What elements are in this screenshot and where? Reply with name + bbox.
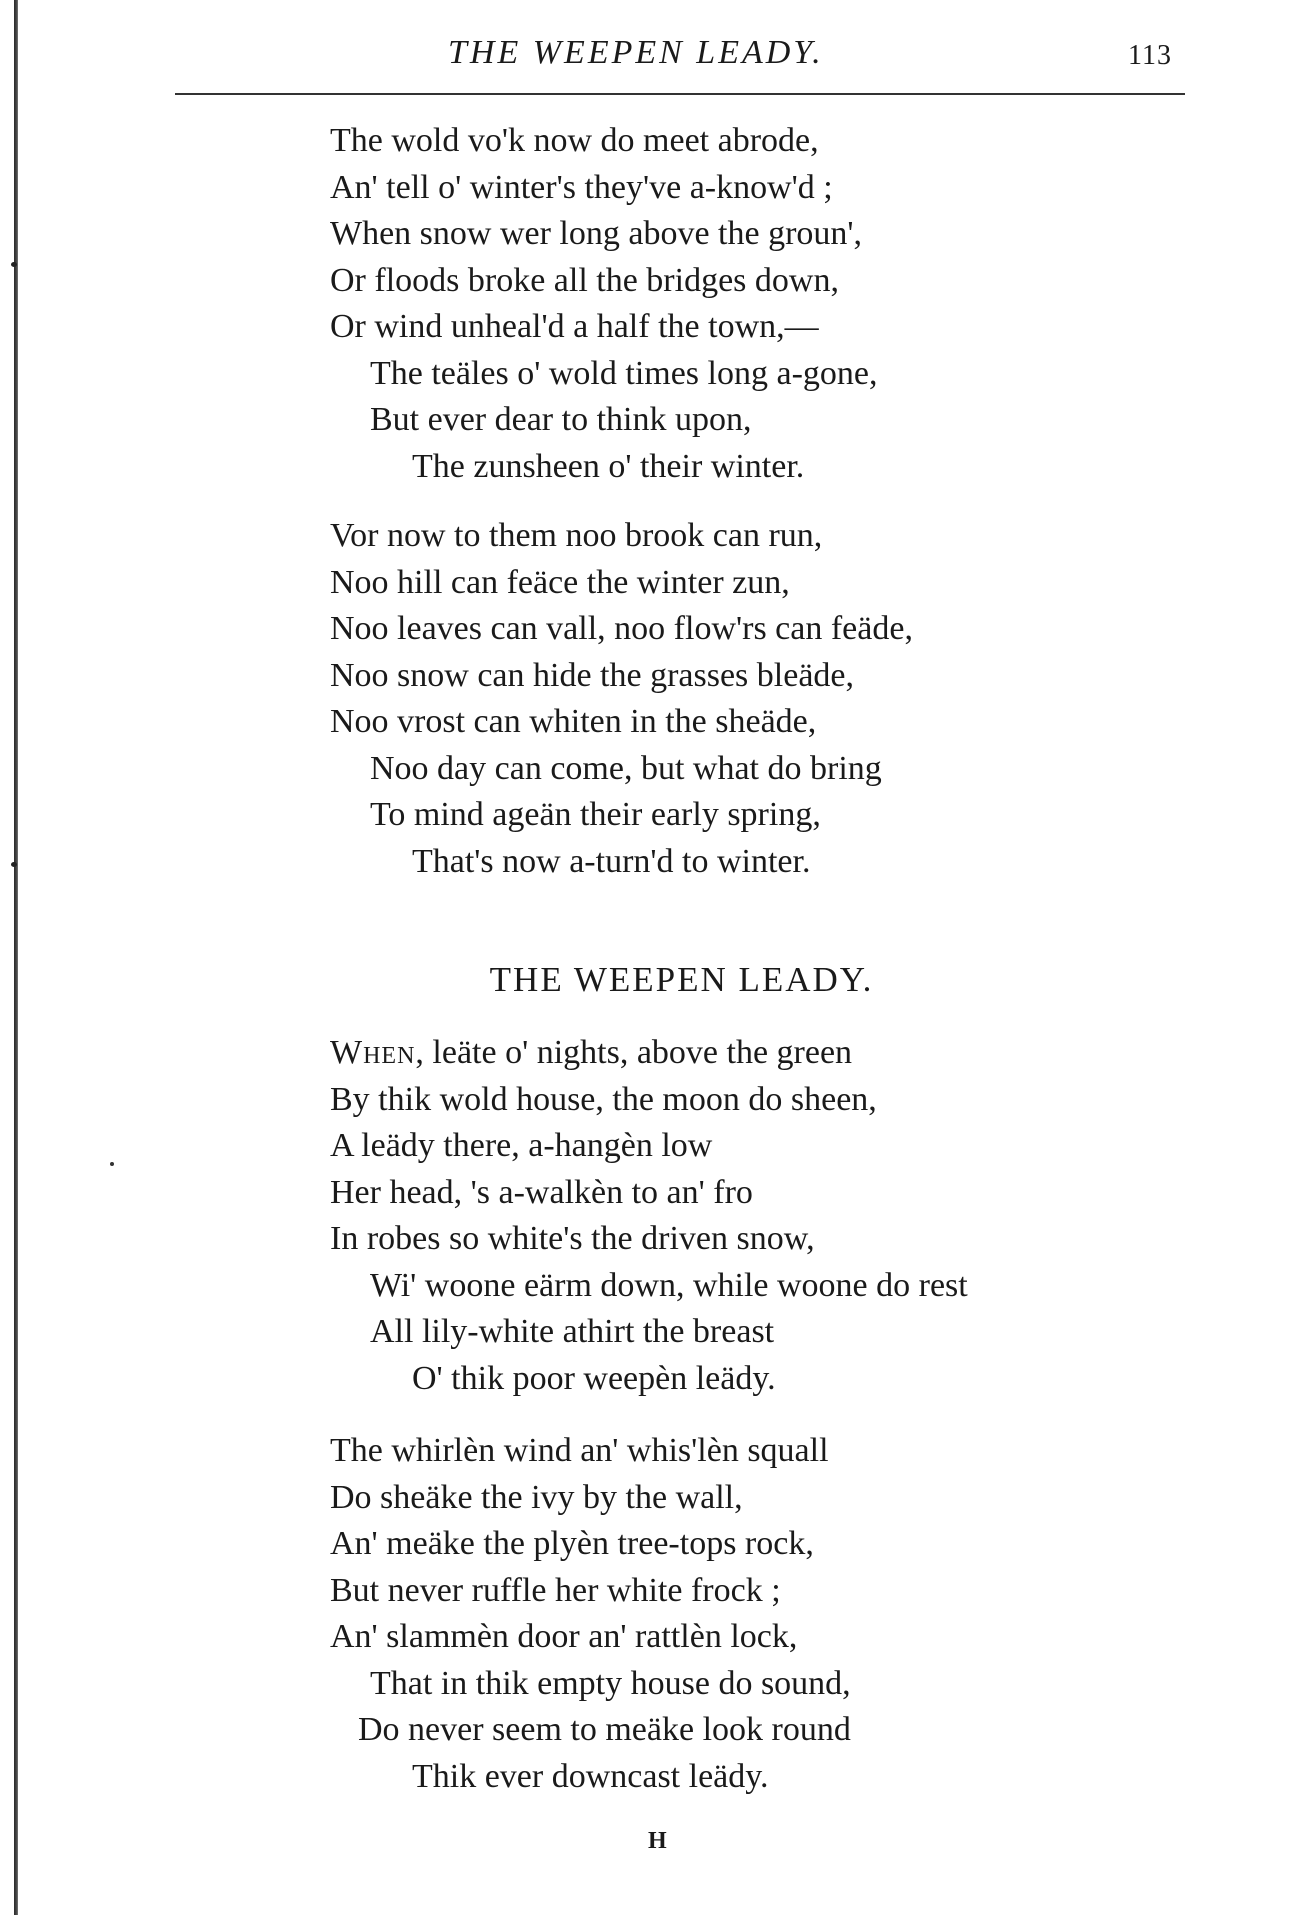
verse-line: That's now a-turn'd to winter. (412, 842, 811, 880)
verse-line: When snow wer long above the groun', (330, 215, 863, 252)
verse-line: That in thik empty house do sound, (370, 1664, 851, 1702)
binding-speck (11, 862, 17, 867)
verse-line: The zunsheen o' their winter. (412, 447, 805, 485)
verse-line: But never ruffle her white frock ; (330, 1571, 781, 1609)
verse-line: But ever dear to think upon, (370, 401, 752, 438)
verse-line: Wi' woone eärm down, while woone do rest (370, 1266, 968, 1304)
poem-title-text: THE WEEPEN LEADY. (489, 960, 874, 999)
verse-line: An' tell o' winter's they've a-know'd ; (330, 168, 833, 206)
header-rule (175, 93, 1185, 95)
page-number: 113 (1128, 40, 1172, 71)
verse-line: Noo vrost can whiten in the sheäde, (330, 703, 817, 740)
verse-line: An' slammèn door an' rattlèn lock, (330, 1618, 798, 1655)
verse-line: Do sheäke the ivy by the wall, (330, 1478, 743, 1516)
verse-line: In robes so white's the driven snow, (330, 1220, 815, 1257)
verse-line: Noo leaves can vall, noo flow'rs can feäde, (330, 610, 913, 647)
stanza (330, 1428, 1230, 1800)
verse-line: Do never seem to meäke look round (358, 1711, 851, 1748)
verse-line: Or wind unheal'd a half the town,— (330, 308, 819, 345)
verse-line: Vor now to them noo brook can run, (330, 517, 823, 554)
signature-mark: H (648, 1828, 667, 1854)
stray-dot (110, 1162, 114, 1166)
binding-speck (11, 262, 17, 267)
verse-line: The wold vo'k now do meet abrode, (330, 122, 819, 159)
running-head (0, 34, 1303, 84)
verse-line: O' thik poor weepèn leädy. (412, 1359, 776, 1397)
initial-word: When (330, 1034, 416, 1071)
verse-line-first (330, 1030, 1230, 1077)
verse-line: Or floods broke all the bridges down, (330, 261, 839, 299)
stanza (330, 513, 1230, 885)
verse-line: Noo hill can feäce the winter zun, (330, 563, 790, 601)
verse-line: To mind ageän their early spring, (370, 796, 821, 833)
verse-line: Her head, 's a-walkèn to an' fro (330, 1173, 753, 1211)
verse-line: Noo snow can hide the grasses bleäde, (330, 656, 855, 694)
running-head-title: THE WEEPEN LEADY. (448, 34, 824, 71)
stanza (330, 1030, 1230, 1402)
verse-line: All lily-white athirt the breast (370, 1313, 775, 1350)
poem-title (0, 960, 1303, 1000)
verse-line: Thik ever downcast leädy. (412, 1757, 769, 1795)
verse-line: Noo day can come, but what do bring (370, 749, 882, 787)
stanza (330, 118, 1230, 490)
verse-line: The teäles o' wold times long a-gone, (370, 354, 878, 392)
verse-line: The whirlèn wind an' whis'lèn squall (330, 1432, 829, 1469)
verse-line: An' meäke the plyèn tree-tops rock, (330, 1525, 814, 1562)
verse-line: A leädy there, a-hangèn low (330, 1127, 713, 1164)
verse-line: By thik wold house, the moon do sheen, (330, 1080, 877, 1118)
binding-edge (14, 0, 18, 1915)
first-line-rest: , leäte o' nights, above the green (415, 1034, 853, 1071)
